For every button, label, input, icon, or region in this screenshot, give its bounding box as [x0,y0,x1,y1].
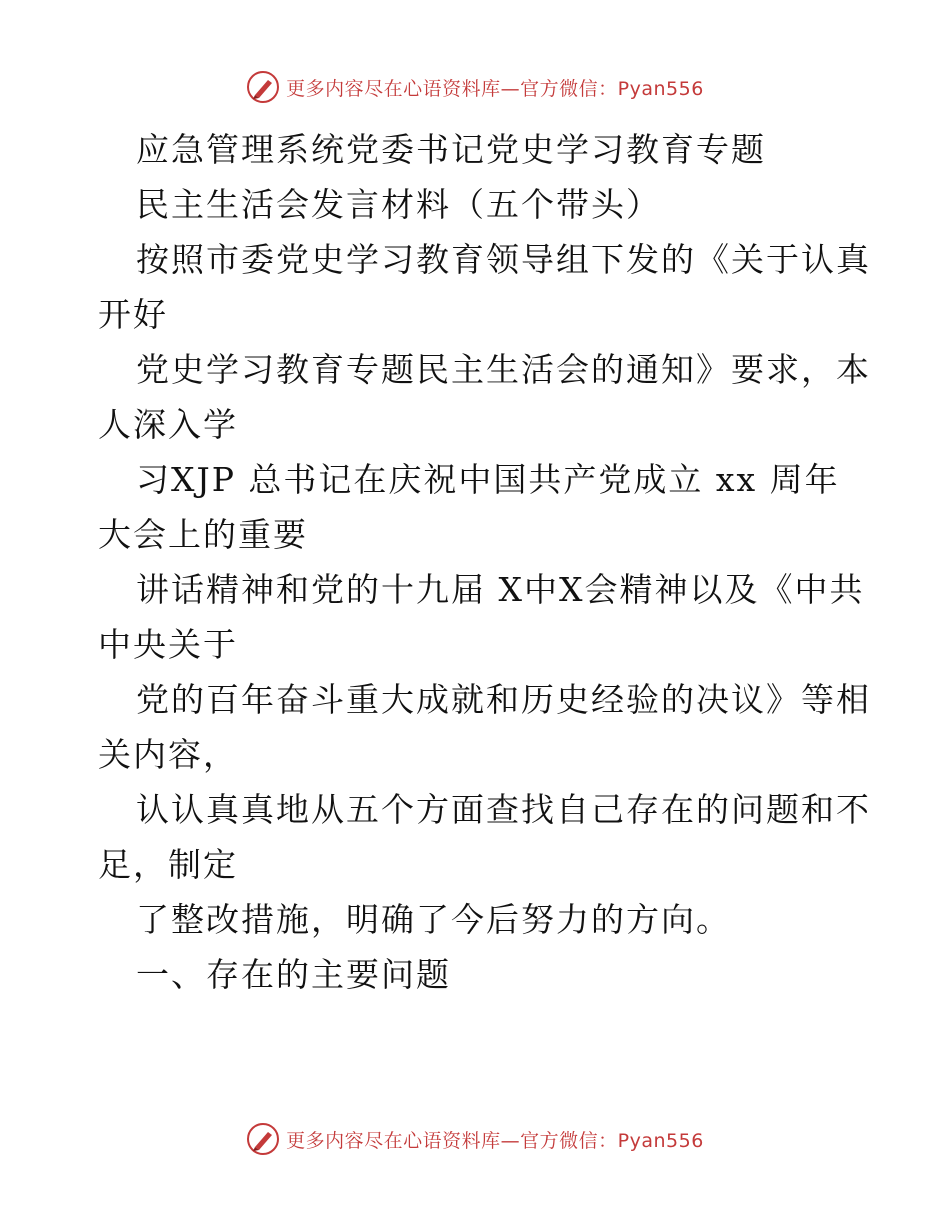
text-line: 足，制定 [98,845,238,884]
header-watermark-banner [0,70,950,104]
pen-logo-icon [246,70,280,104]
text-line: 党史学习教育专题民主生活会的通知》要求，本 [136,350,871,389]
text-line: 应急管理系统党委书记党史学习教育专题 [136,130,766,169]
text-line: 党的百年奋斗重大成就和历史经验的决议》等相 [136,680,871,719]
footer-watermark-banner [0,1122,950,1156]
document-body [98,122,871,1002]
text-line: 民主生活会发言材料（五个带头） [136,185,661,224]
text-line: 认认真真地从五个方面查找自己存在的问题和不 [136,790,871,829]
text-line: 人深入学 [98,405,238,444]
text-line: 大会上的重要 [98,515,308,554]
watermark-text: 更多内容尽在心语资料库—官方微信：Pyan556 [286,1129,704,1152]
text-line: 一、存在的主要问题 [136,955,451,994]
text-line: 关内容， [98,735,238,774]
text-line: 中央关于 [98,625,238,664]
text-line: 按照市委党史学习教育领导组下发的《关于认真 [136,240,871,279]
text-line: 开好 [98,295,168,334]
text-line: 讲话精神和党的十九届 X中X会精神以及《中共 [136,570,865,609]
text-line: 了整改措施，明确了今后努力的方向。 [136,900,731,939]
watermark-text: 更多内容尽在心语资料库—官方微信：Pyan556 [286,77,704,100]
pen-logo-icon [246,1122,280,1156]
text-line: 习XJP 总书记在庆祝中国共产党成立 xx 周年 [136,460,840,499]
